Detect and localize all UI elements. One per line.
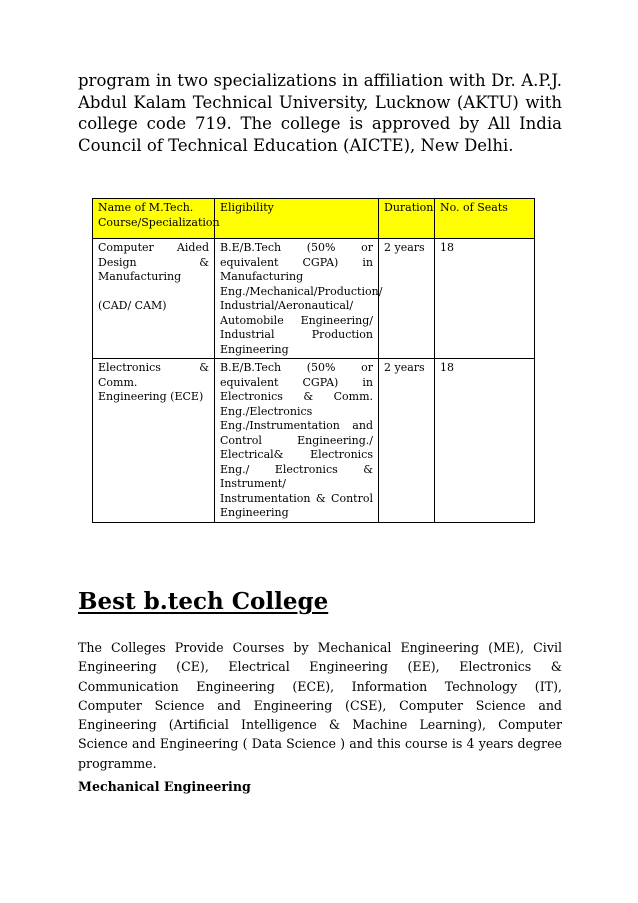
intro-paragraph: program in two specializations in affiliation with Dr. A.P.J. Abdul Kalam Technical University, Lucknow (AKTU) with college code 719. The college is approved by All India Council of Technical Education (AICTE), New Delhi. <box>78 71 562 155</box>
seats-cell: 18 <box>435 359 535 523</box>
eligibility-cell: B.E/B.Tech (50% or equivalent CGPA) in Electronics & Comm. Eng./Electronics Eng./Instrumentation and Control Engineering./ Electrical& Electronics Eng./ Electronics & Instrument/ Instrumentation & Control Engineering <box>215 359 379 523</box>
mtech-courses-table <box>92 198 535 523</box>
header-eligibility: Eligibility <box>215 199 379 239</box>
eligibility-cell: B.E/B.Tech (50% or equivalent CGPA) in Manufacturing Eng./Mechanical/Production/ Industrial/Aeronautical/ Automobile Engineering/ Industrial Production Engineering <box>215 239 379 359</box>
courses-paragraph: The Colleges Provide Courses by Mechanical Engineering (ME), Civil Engineering (CE), Electrical Engineering (EE), Electronics & Communication Engineering (ECE), Information Technology (IT), Computer Science and Engineering (CSE), Computer Science and Engineering (Artificial Intelligence & Machine Learning), Computer Science and Engineering ( Data Science ) and this course is 4 years degree programme. <box>78 640 562 771</box>
course-code: (CAD/ CAM) <box>98 299 167 312</box>
seats-cell: 18 <box>435 239 535 359</box>
section-heading: Best b.tech College <box>78 588 329 615</box>
header-seats: No. of Seats <box>435 199 535 239</box>
header-course: Name of M.Tech. Course/Specialization <box>93 199 215 239</box>
table-row <box>93 359 535 523</box>
duration-cell: 2 years <box>379 239 435 359</box>
course-cell <box>93 239 215 359</box>
subsection-heading: Mechanical Engineering <box>78 779 251 794</box>
header-duration: Duration <box>379 199 435 239</box>
table-row <box>93 239 535 359</box>
course-cell: Electronics & Comm. Engineering (ECE) <box>93 359 215 523</box>
table-header-row <box>93 199 535 239</box>
duration-cell: 2 years <box>379 359 435 523</box>
course-name: Computer Aided Design & Manufacturing <box>98 241 209 283</box>
